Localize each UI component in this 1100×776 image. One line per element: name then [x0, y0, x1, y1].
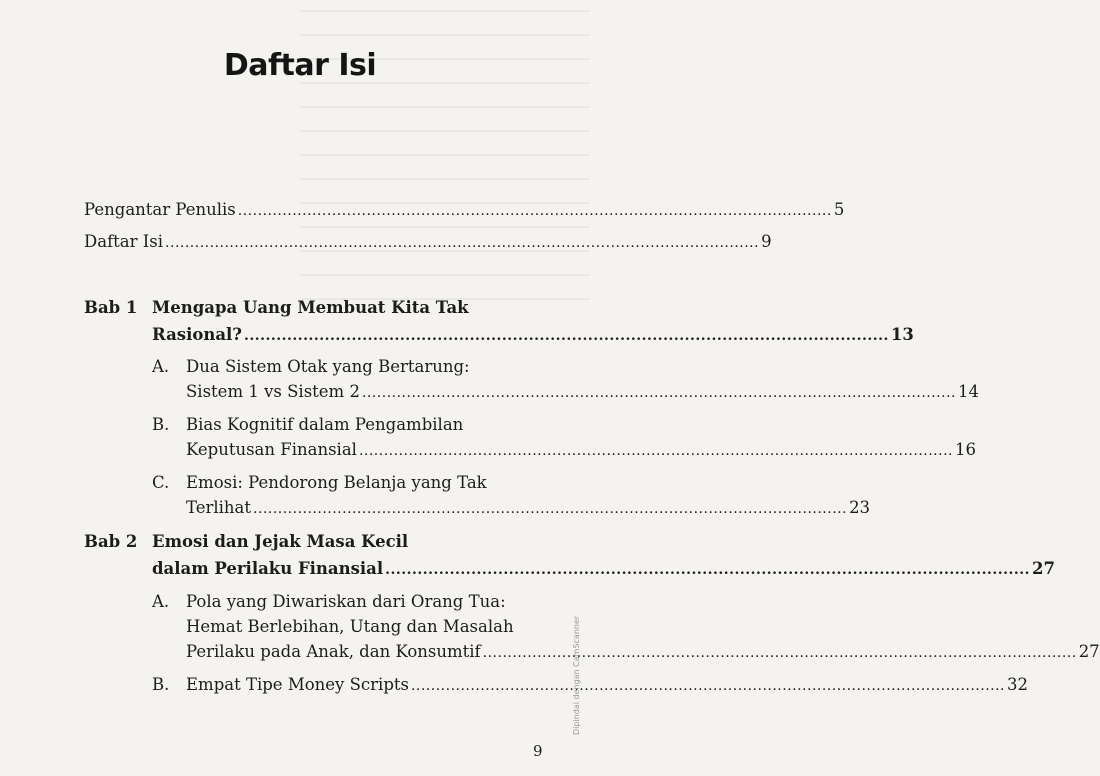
chapter-label: Bab 2 — [84, 532, 138, 551]
section-title-line: Perilaku pada Anak, dan Konsumtif — [186, 642, 481, 661]
toc-entry-section[interactable] — [186, 382, 979, 401]
leader-dots: ........................................................................................................................ — [482, 645, 1077, 661]
leader-dots: ........................................................................................................................ — [237, 203, 832, 219]
section-title-line[interactable]: Emosi: Pendorong Belanja yang Tak — [186, 473, 487, 492]
section-letter: A. — [152, 357, 170, 376]
toc-entry-page: 27 — [1078, 642, 1100, 661]
toc-entry-section[interactable] — [186, 642, 1100, 661]
section-title-line[interactable]: Hemat Berlebihan, Utang dan Masalah — [186, 617, 514, 636]
section-title-line[interactable]: Dua Sistem Otak yang Bertarung: — [186, 357, 470, 376]
leader-dots: ........................................................................................................................ — [410, 678, 1006, 694]
toc-entry-section[interactable] — [186, 675, 1029, 694]
toc-entry-daftar-isi[interactable] — [84, 232, 772, 251]
toc-entry-bab-2[interactable] — [152, 559, 1055, 578]
page-number: 9 — [533, 742, 543, 760]
scanner-watermark: Dipindai dengan CamScanner — [572, 615, 581, 735]
section-letter: B. — [152, 675, 170, 694]
chapter-title-line[interactable]: Emosi dan Jejak Masa Kecil — [152, 532, 409, 551]
toc-entry-section[interactable] — [186, 498, 871, 517]
toc-entry-page: 16 — [954, 440, 976, 459]
toc-entry-page: 23 — [849, 498, 871, 517]
toc-entry-section[interactable] — [186, 440, 976, 459]
section-title-line[interactable]: Pola yang Diwariskan dari Orang Tua: — [186, 592, 506, 611]
toc-entry-page: 5 — [833, 200, 845, 219]
leader-dots: ........................................................................................................................ — [243, 328, 889, 344]
section-letter: A. — [152, 592, 170, 611]
leader-dots: ........................................................................................................................ — [358, 443, 953, 459]
toc-entry-page: 13 — [890, 325, 914, 344]
leader-dots: ........................................................................................................................ — [165, 235, 760, 251]
leader-dots: ........................................................................................................................ — [361, 385, 956, 401]
toc-entry-label: Daftar Isi — [84, 232, 164, 251]
section-title-line: Empat Tipe Money Scripts — [186, 675, 409, 694]
toc-entry-bab-1[interactable] — [152, 325, 914, 344]
section-title-line: Keputusan Finansial — [186, 440, 357, 459]
toc-entry-pengantar[interactable] — [84, 200, 845, 219]
toc-entry-page: 32 — [1007, 675, 1029, 694]
toc-entry-page: 9 — [761, 232, 772, 251]
toc-entry-label: Pengantar Penulis — [84, 200, 236, 219]
leader-dots: ........................................................................................................................ — [253, 501, 848, 517]
section-title-line[interactable]: Bias Kognitif dalam Pengambilan — [186, 415, 464, 434]
section-title-line: Terlihat — [186, 498, 252, 517]
chapter-title-line: dalam Perilaku Finansial — [152, 559, 384, 578]
page-title: Daftar Isi — [223, 48, 377, 83]
section-letter: B. — [152, 415, 170, 434]
section-letter: C. — [152, 473, 170, 492]
chapter-title-line[interactable]: Mengapa Uang Membuat Kita Tak — [152, 298, 469, 317]
toc-entry-page: 27 — [1032, 559, 1055, 578]
chapter-title-line: Rasional? — [152, 325, 242, 344]
chapter-label: Bab 1 — [84, 298, 138, 317]
toc-entry-page: 14 — [957, 382, 979, 401]
leader-dots: ........................................................................................................................ — [385, 562, 1031, 578]
section-title-line: Sistem 1 vs Sistem 2 — [186, 382, 360, 401]
